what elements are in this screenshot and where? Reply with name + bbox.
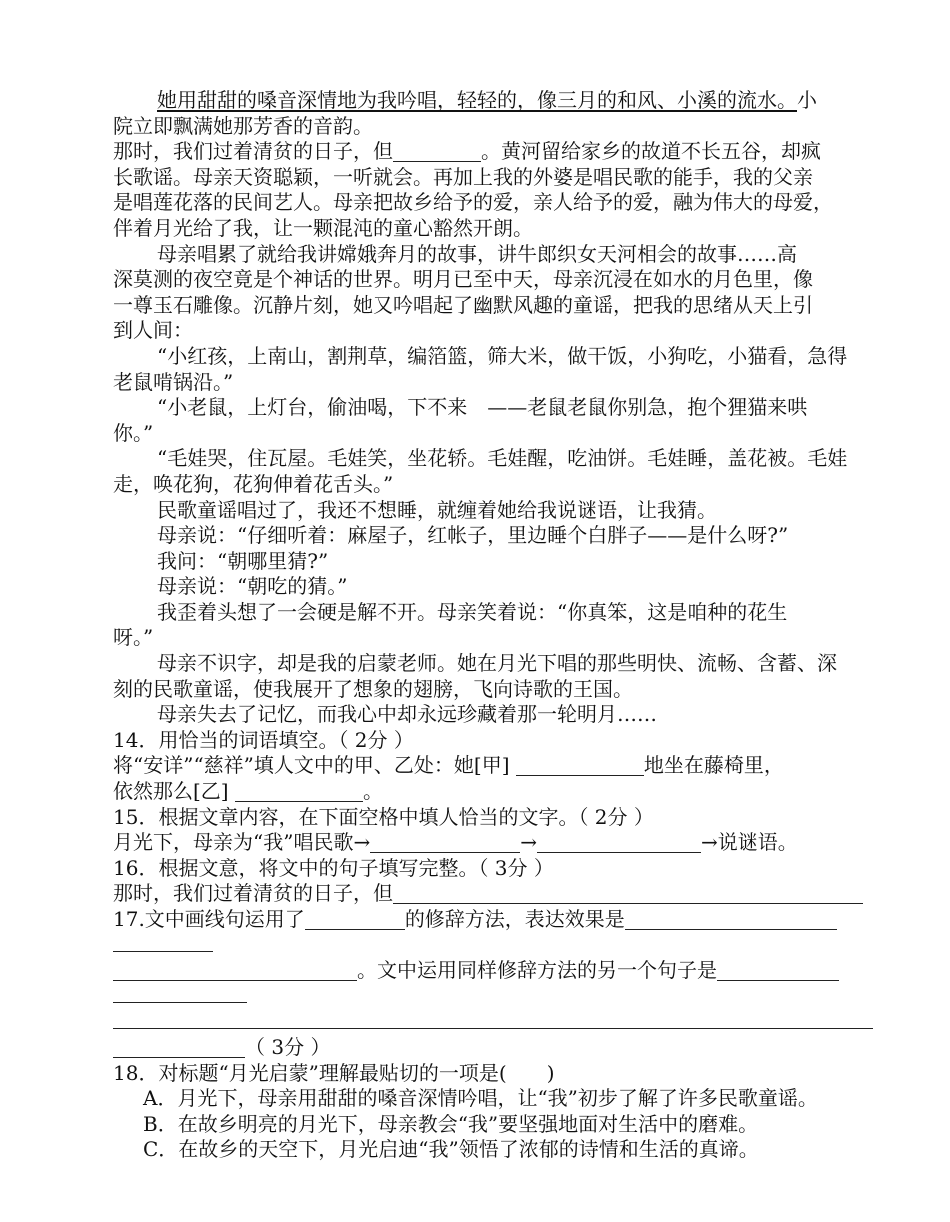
question-line: （ 3分 ） bbox=[113, 1035, 883, 1061]
passage-line: 母亲失去了记忆，而我心中却永远珍藏着那一轮明月…… bbox=[157, 702, 657, 727]
passage-line: 一尊玉石雕像。沉静片刻，她又吟唱起了幽默风趣的童谣，把我的思绪从天上引 bbox=[113, 292, 813, 317]
option-b[interactable]: B．在故乡明亮的月光下，母亲教会“我”要坚强地面对生活中的磨难。 bbox=[143, 1111, 759, 1136]
answer-blank-jia[interactable] bbox=[516, 755, 644, 776]
answer-blank-sentence[interactable] bbox=[393, 883, 863, 904]
answer-blank-yi[interactable] bbox=[235, 781, 363, 802]
passage-line: 我歪着头想了一会硬是解不开。母亲笑着说：“你真笨，这是咱种的花生 bbox=[157, 599, 788, 624]
passage-line: 老鼠啃锅沿。” bbox=[113, 369, 234, 394]
passage-line: 母亲唱累了就给我讲嫦娥奔月的故事，讲牛郎织女天河相会的故事……高 bbox=[157, 241, 797, 266]
answer-blank-effect-cont[interactable] bbox=[113, 960, 357, 981]
passage-line: 你。” bbox=[113, 420, 154, 445]
question-15-title: 15．根据文章内容，在下面空格中填人恰当的文字。（ 2分 ） bbox=[113, 804, 654, 829]
question-line: 依然那么[乙] 。 bbox=[113, 779, 383, 804]
answer-blank-step-3[interactable] bbox=[537, 832, 701, 853]
passage-line: 刻的民歌童谣，使我展开了想象的翅膀，飞向诗歌的王国。 bbox=[113, 676, 633, 701]
question-16-title: 16．根据文意，将文中的句子填写完整。（ 3分 ） bbox=[113, 855, 554, 880]
passage-line: 伴着月光给了我，让一颗混沌的童心豁然开朗。 bbox=[113, 215, 533, 240]
passage-line: 呀。” bbox=[113, 625, 154, 650]
passage-line: 我问：“朝哪里猜?” bbox=[157, 548, 329, 573]
option-a[interactable]: A．月光下，母亲用甜甜的嗓音深情吟唱，让“我”初步了解了许多民歌童谣。 bbox=[143, 1086, 818, 1111]
document-page bbox=[113, 88, 883, 1163]
answer-line[interactable] bbox=[113, 984, 883, 1010]
passage-line: “毛娃哭，住瓦屋。毛娃笑，坐花轿。毛娃醒，吃油饼。毛娃睡，盖花被。毛娃 bbox=[157, 446, 848, 471]
passage-line: 母亲说：“朝吃的猜。” bbox=[157, 574, 348, 599]
question-14-title: 14．用恰当的词语填空。（ 2分 ） bbox=[113, 727, 414, 752]
answer-blank-other-sentence[interactable] bbox=[717, 960, 839, 981]
answer-blank-last[interactable] bbox=[113, 1037, 245, 1058]
answer-blank-step-2[interactable] bbox=[370, 832, 520, 853]
passage-line: 她用甜甜的嗓音深情地为我吟唱，轻轻的，像三月的和风、小溪的流水。小 bbox=[157, 88, 817, 112]
passage-line: “小红孩，上南山，割荆草，编箔篮，筛大米，做干饭，小狗吃，小猫看，急得 bbox=[157, 343, 848, 368]
question-18-title: 18．对标题“月光启蒙”理解最贴切的一项是( ) bbox=[113, 1060, 555, 1085]
underlined-sentence: 她用甜甜的嗓音深情地为我吟唱，轻轻的，像三月的和风、小溪的流水。 bbox=[157, 88, 797, 112]
passage-line: 民歌童谣唱过了，我还不想睡，就缠着她给我说谜语，让我猜。 bbox=[157, 497, 717, 522]
answer-line[interactable] bbox=[113, 933, 883, 959]
passage-line: 母亲说：“仔细听着：麻屋子，红帐子，里边睡个白胖子——是什么呀?” bbox=[157, 523, 789, 548]
passage-line: 到人间： bbox=[113, 318, 193, 343]
passage-line: “小老鼠，上灯台，偷油喝，下不来 ——老鼠老鼠你别急，抱个狸猫来哄 bbox=[157, 395, 808, 420]
option-c[interactable]: C．在故乡的天空下，月光启迪“我”领悟了浓郁的诗情和生活的真谛。 bbox=[143, 1137, 759, 1162]
answer-blank-rhetoric[interactable] bbox=[305, 909, 405, 930]
question-line: 。文中运用同样修辞方法的另一个句子是 bbox=[113, 958, 883, 984]
passage-line: 走，唤花狗，花狗伸着花舌头。” bbox=[113, 471, 394, 496]
answer-blank-effect[interactable] bbox=[625, 909, 837, 930]
question-17-title: 17.文中画线句运用了 的修辞方法，表达效果是 bbox=[113, 907, 883, 933]
passage-line: 是唱莲花落的民间艺人。母亲把故乡给予的爱，亲人给予的爱，融为伟大的母爱， bbox=[113, 190, 833, 215]
question-line: 将“安详”“慈祥”填人文中的甲、乙处：她[甲] 地坐在藤椅里， bbox=[113, 753, 784, 778]
passage-line: 院立即飘满她那芳香的音韵。 bbox=[113, 113, 373, 138]
answer-line[interactable] bbox=[113, 1009, 883, 1035]
fill-blank[interactable] bbox=[393, 141, 481, 162]
passage-line: 那时，我们过着清贫的日子，但 。黄河留给家乡的故道不长五谷，却疯 bbox=[113, 139, 821, 164]
passage-line: 长歌谣。母亲天资聪颖，一听就会。再加上我的外婆是唱民歌的能手，我的父亲 bbox=[113, 164, 813, 189]
passage-line: 母亲不识字，却是我的启蒙老师。她在月光下唱的那些明快、流畅、含蓄、深 bbox=[157, 651, 837, 676]
question-line: 那时，我们过着清贫的日子，但 bbox=[113, 881, 883, 907]
question-line: 月光下，母亲为“我”唱民歌→ → →说谜语。 bbox=[113, 830, 798, 855]
passage-line: 深莫测的夜空竟是个神话的世界。明月已至中天，母亲沉浸在如水的月色里，像 bbox=[113, 267, 813, 292]
